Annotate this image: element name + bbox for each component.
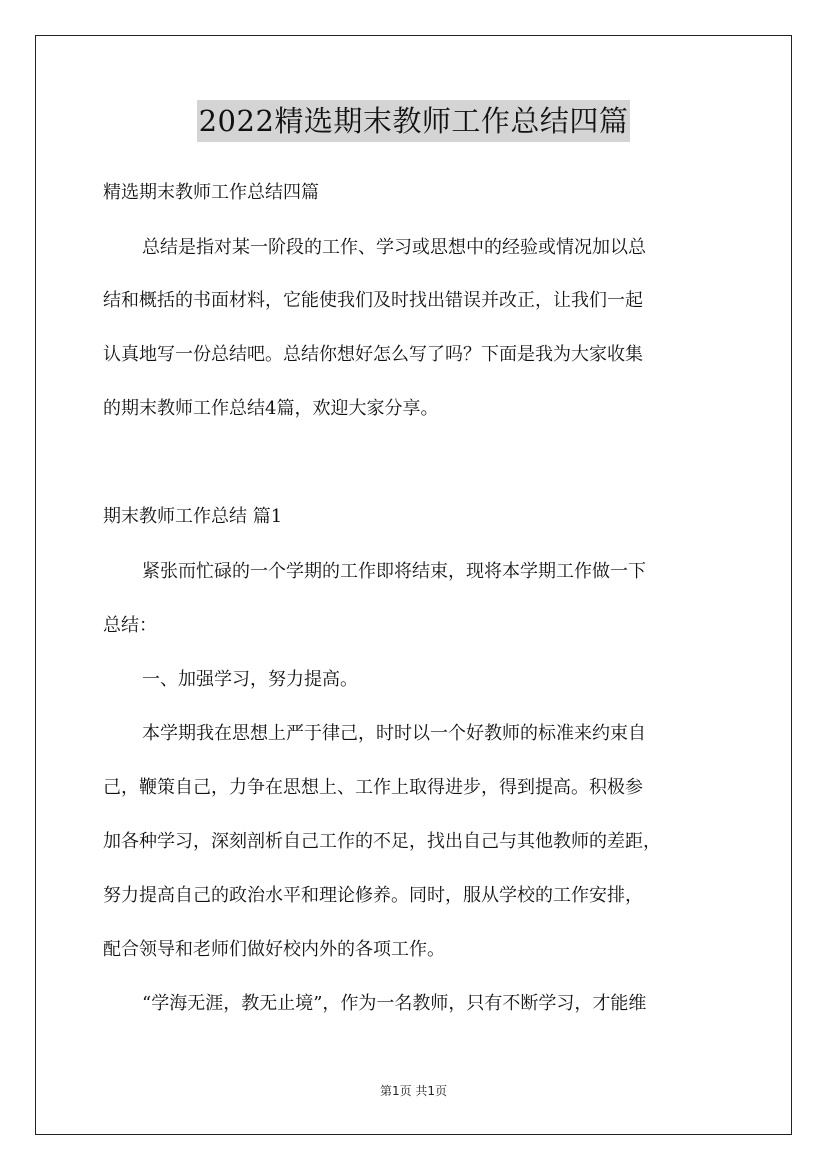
body-line: 本学期我在思想上严于律己，时时以一个好教师的标准来约束自 <box>142 723 646 744</box>
body-line: 加各种学习，深刻剖析自己工作的不足，找出自己与其他教师的差距， <box>103 831 661 852</box>
document-subtitle: 精选期末教师工作总结四篇 <box>103 182 319 203</box>
body-line: 配合领导和老师们做好校内外的各项工作。 <box>103 939 445 960</box>
body-line: 紧张而忙碌的一个学期的工作即将结束，现将本学期工作做一下 <box>142 561 646 582</box>
body-line: 己，鞭策自己，力争在思想上、工作上取得进步，得到提高。积极参 <box>103 777 643 798</box>
title-wrap <box>0 100 827 142</box>
document-title: 2022精选期末教师工作总结四篇 <box>197 100 631 142</box>
intro-line: 结和概括的书面材料，它能使我们及时找出错误并改正，让我们一起 <box>103 290 643 311</box>
body-line: “学海无涯，教无止境”，作为一名教师，只有不断学习，才能维 <box>142 993 647 1014</box>
body-line: 一、加强学习，努力提高。 <box>142 669 358 690</box>
body-line: 努力提高自己的政治水平和理论修养。同时，服从学校的工作安排， <box>103 885 643 906</box>
intro-line: 认真地写一份总结吧。总结你想好怎么写了吗？下面是我为大家收集 <box>103 344 643 365</box>
body-line: 总结： <box>103 615 157 636</box>
page-footer: 第1页 共1页 <box>379 1084 448 1098</box>
section-heading: 期末教师工作总结 篇1 <box>103 506 283 527</box>
intro-line: 的期末教师工作总结4篇，欢迎大家分享。 <box>103 398 439 419</box>
intro-line: 总结是指对某一阶段的工作、学习或思想中的经验或情况加以总 <box>142 237 646 258</box>
